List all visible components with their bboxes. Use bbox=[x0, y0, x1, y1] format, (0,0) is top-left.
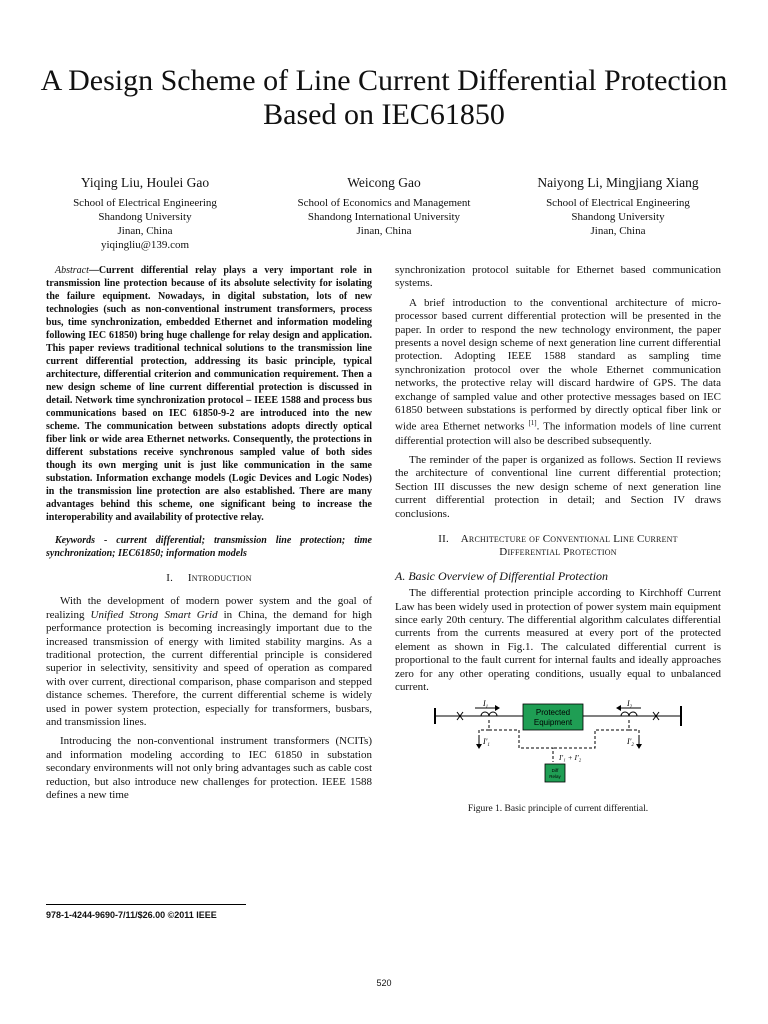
left-ct-icon bbox=[481, 712, 497, 716]
intro-p1-emphasis: Unified Strong Smart Grid bbox=[90, 608, 218, 621]
author-2-univ: Shandong International University bbox=[307, 211, 461, 223]
right-paragraph-1 bbox=[395, 297, 721, 448]
section-2-heading bbox=[395, 533, 721, 560]
relay-label-2: Relay bbox=[549, 774, 561, 780]
i1p-label: $I'_1$ bbox=[483, 737, 490, 749]
footnote-divider bbox=[46, 904, 246, 905]
intro-p1-a: With the development of modern power system and the goal of realizing bbox=[46, 595, 372, 621]
author-1-affil: School of Electrical Engineering bbox=[73, 197, 217, 209]
figure-1-caption: Figure 1. Basic principle of current differential. bbox=[467, 803, 649, 814]
i2p-label: $I'_2$ bbox=[627, 737, 634, 749]
intro-paragraph-2: Introducing the non-conventional instrument transformers (NCITs) and information modeling according to IEC 61850 in substation secondary environments will not only bring advantages such as cable cost reduction, but also introduce new challenges for protection. IEEE 1588 defines a new time bbox=[46, 735, 372, 802]
abstract-label: Abstract bbox=[55, 265, 89, 276]
abstract-text: Current differential relay plays a very important role in transmission line protection because of its absolute selectivity for isolating the failure equipment. Nowadays, in digital substation, lots of new technologies (such as non-conventional instrument transformers, process bus, time synchronization, embedded Ethernet and information modeling following IEC 61850) bring huge challenge for relay design and application. This paper reviews traditional technical solutions to the transmission line current differential protection, addressing its basic principle, typical architecture, differential criterion and communication requirement. Then a new design scheme of line current differential protection is discussed in detail. Network time synchronization protocol – IEEE 1588 and process bus communications based on IEC 61850-9-2 are introduced into the new scheme. The communication between substations adopts directly optical fiber link or wide area Ethernet networks. Consequently, the protections in different substations receive synchronous sampled value of both sides though its own merging unit is just like communication in the same substation. Information exchange models (Logic Devices and Logic Nodes) in the transmission line protection are also established. There are many advantages behind this scheme, one significant being to increase the interoperability and availability of protective relay. bbox=[46, 265, 372, 523]
right-paragraph-3: The differential protection principle according to Kirchhoff Current Law has been widely used in protection of power system main equipment since early 20th century. The differential algorithm calculates differential currents from the currents measured at every port of the protected element as shown in Fig.1. The calculated differential current is proportional to the fault current for internal faults and ideally approaches zero for any other operating conditions, usually equal to unbalanced current. bbox=[395, 587, 721, 694]
right-ct-icon bbox=[621, 712, 637, 716]
right-column bbox=[395, 264, 722, 814]
subsection-a-heading: A. Basic Overview of Differential Protection bbox=[395, 568, 609, 583]
relay-label-1: Diff bbox=[551, 768, 559, 774]
protected-label-1: Protected bbox=[535, 708, 571, 718]
abstract-dash: — bbox=[88, 265, 99, 276]
author-2-city: Jinan, China bbox=[356, 225, 412, 237]
i1p-arrow-head bbox=[476, 744, 482, 749]
citation-ref: [1] bbox=[528, 419, 537, 428]
right-paragraph-0: synchronization protocol suitable for Ethernet based communication systems. bbox=[395, 264, 721, 290]
author-3-univ: Shandong University bbox=[571, 211, 665, 223]
intro-paragraph-1 bbox=[46, 595, 372, 729]
author-3-city: Jinan, China bbox=[590, 225, 646, 237]
copyright-footnote: 978-1-4244-9690-7/11/$26.00 ©2011 IEEE bbox=[46, 910, 217, 920]
right-paragraph-2: The reminder of the paper is organized as follows. Section II reviews the architecture of conventional line current differential protection; Section III discusses the new design scheme of next generation line current differential protection in detail; and Section IV draws conclusions. bbox=[395, 453, 721, 520]
keywords: Keywords - current differential; transmission line protection; time synchronization; IEC61850; information models bbox=[46, 535, 372, 559]
author-2-affil: School of Economics and Management bbox=[297, 197, 471, 209]
figure-1 bbox=[395, 700, 721, 814]
section-2-title-line-2: Differential Protection bbox=[499, 546, 617, 559]
section-1-title: Introduction bbox=[187, 572, 252, 584]
author-3-name: Naiyong Li, Mingjiang Xiang bbox=[537, 175, 699, 190]
differential-diagram bbox=[395, 700, 721, 792]
author-1-univ: Shandong University bbox=[98, 211, 192, 223]
right-p1-b: . The information models of line current differential protection will also be described subsequently. bbox=[395, 421, 722, 447]
author-3 bbox=[518, 174, 718, 238]
section-2-number: II. bbox=[438, 532, 449, 545]
right-p1-a: A brief introduction to the conventional architecture of micro-processor based current differential protection will be presented in the paper. In order to respond the new technology environment, the paper presents a novel design scheme of next generation line current differential protection. Adopting IEEE 1588 standard as sampling time synchronization protocol over the whole Ethernet communication networks, the protective relay will discard hardwire of GPS. The data exchange of sampled value and other protective messages based on IEC 61850 between substations is performed by directly optical fiber link or wide area Ethernet networks bbox=[395, 296, 721, 434]
section-1-number: I. bbox=[166, 572, 174, 584]
author-3-affil: School of Electrical Engineering bbox=[546, 197, 690, 209]
section-2-title-line-1: Architecture of Conventional Line Current bbox=[460, 532, 678, 545]
author-1 bbox=[40, 174, 250, 252]
protected-label-2: Equipment bbox=[533, 718, 573, 728]
diff-relay-box bbox=[545, 764, 565, 782]
sum-label: I'₁ + I'₂ bbox=[559, 753, 582, 763]
author-2 bbox=[272, 174, 496, 238]
i1-label: $I_1$ bbox=[483, 700, 489, 711]
author-1-email[interactable]: yiqingliu@139.com bbox=[100, 239, 190, 251]
i1-arrow-head bbox=[495, 705, 500, 711]
page-number: 520 bbox=[376, 978, 392, 988]
i2p-arrow-head bbox=[636, 744, 642, 749]
left-column bbox=[46, 264, 372, 803]
paper-title: A Design Scheme of Line Current Differential Protection Based on IEC61850 bbox=[40, 64, 728, 131]
i2-arrow-head bbox=[616, 705, 621, 711]
i2-label: $I_2$ bbox=[627, 700, 633, 711]
author-2-name: Weicong Gao bbox=[347, 175, 421, 190]
author-1-name: Yiqing Liu, Houlei Gao bbox=[80, 175, 210, 190]
intro-p1-b: in China, the demand for high performance protection is becoming increasingly important due to the increased transmission of energy with limited stability margins. As a traditional protection, the current differential principle is considered superior in selectivity, sensitivity and speed of operation as compared with over current, directional comparison, phase comparison and stepped distance schemes. Therefore, the current differential scheme is widely used in power system protection, especially for transformers, busbars, and transmission lines. bbox=[46, 608, 372, 729]
section-1-heading bbox=[46, 572, 372, 585]
author-1-city: Jinan, China bbox=[117, 225, 173, 237]
abstract bbox=[46, 264, 372, 524]
